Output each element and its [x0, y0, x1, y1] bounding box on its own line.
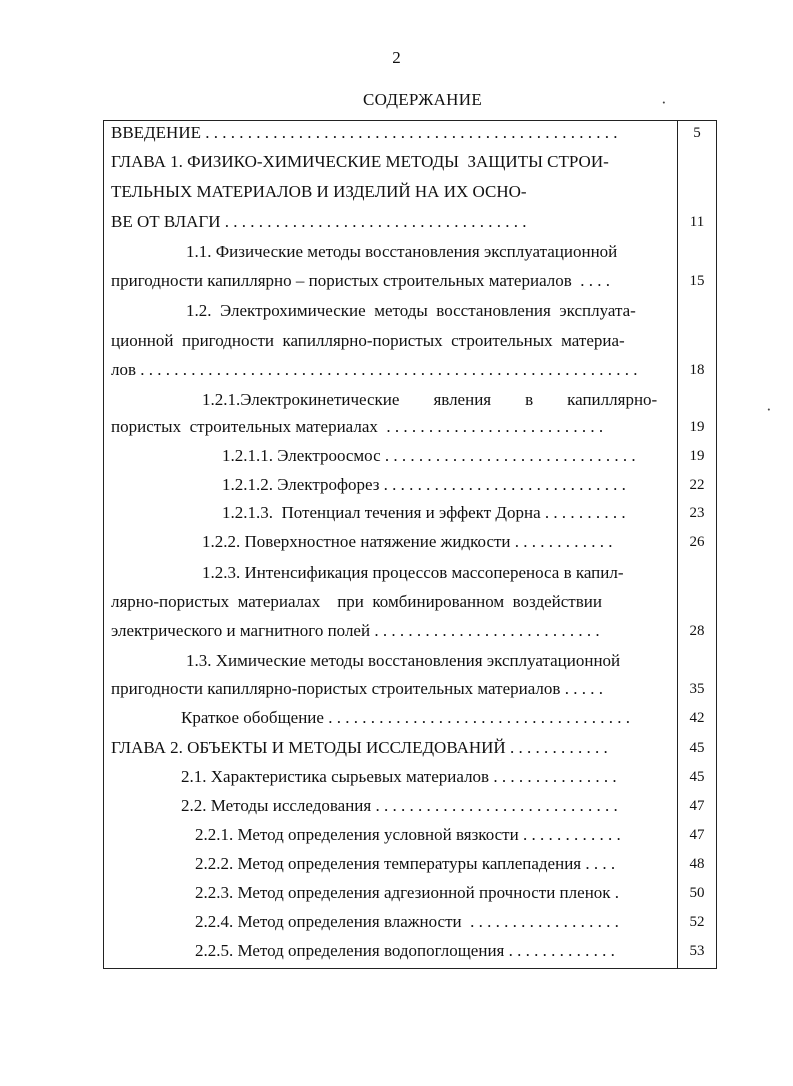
toc-page-number: 5 [693, 125, 701, 141]
toc-title: СОДЕРЖАНИЕ [362, 90, 483, 109]
toc-entry-line: 2.2.4. Метод определения влажности . . . . . . . . . . . . . . . . . . [195, 912, 619, 931]
toc-entry-line: 2.2.1. Метод определения условной вязкости . . . . . . . . . . . . [195, 825, 621, 844]
toc-entry-line: 1.2.3. Интенсификация процессов массопереноса в капил- [202, 563, 624, 582]
toc-page-number: 23 [689, 505, 705, 521]
toc-entry-line: Краткое обобщение . . . . . . . . . . . . . . . . . . . . . . . . . . . . . . . . . . . . [181, 708, 630, 727]
scan-speck: · [766, 400, 772, 419]
toc-entry-line: 1.1. Физические методы восстановления эксплуатационной [186, 242, 618, 261]
toc-entry-line: ВЕ ОТ ВЛАГИ . . . . . . . . . . . . . . . . . . . . . . . . . . . . . . . . . . . . [111, 212, 527, 231]
toc-page-number: 26 [689, 534, 705, 550]
toc-entry-line: 1.3. Химические методы восстановления эксплуатационной [186, 651, 621, 670]
toc-entry-line: 1.2.1.Электрокинетические явления в капиллярно- [202, 390, 658, 409]
toc-entry-line: ВВЕДЕНИЕ . . . . . . . . . . . . . . . . . . . . . . . . . . . . . . . . . . . . . . . . . . . . . . . . . [111, 123, 618, 142]
toc-page-number: 18 [689, 362, 705, 378]
scan-speck: · [661, 93, 667, 112]
toc-entry-line: ТЕЛЬНЫХ МАТЕРИАЛОВ И ИЗДЕЛИЙ НА ИХ ОСНО- [111, 182, 527, 201]
toc-entry-line: 1.2.1.3. Потенциал течения и эффект Дорна . . . . . . . . . . [222, 503, 626, 522]
toc-entry-line: 2.1. Характеристика сырьевых материалов . . . . . . . . . . . . . . . [181, 767, 617, 786]
toc-page-number: 45 [689, 769, 705, 785]
toc-entry-line: пригодности капиллярно – пористых строительных материалов . . . . [111, 271, 611, 290]
toc-entry-line: пригодности капиллярно-пористых строительных материалов . . . . . [111, 679, 603, 698]
toc-page-number: 35 [689, 681, 705, 697]
toc-page-number: 52 [689, 914, 705, 930]
toc-entry-line: ГЛАВА 2. ОБЪЕКТЫ И МЕТОДЫ ИССЛЕДОВАНИЙ . . . . . . . . . . . . [111, 738, 608, 757]
toc-page-number: 28 [689, 623, 705, 639]
toc-page-number: 19 [689, 448, 705, 464]
toc-page-number: 19 [689, 419, 705, 435]
toc-page-number: 11 [689, 214, 705, 230]
toc-entry-line: 2.2.2. Метод определения температуры каплепадения . . . . [195, 854, 616, 873]
toc-entry-line: лярно-пористых материалах при комбинированном воздействии [111, 592, 602, 611]
toc-entry-line: 1.2.1.2. Электрофорез . . . . . . . . . . . . . . . . . . . . . . . . . . . . . [222, 475, 626, 494]
toc-page-number: 48 [689, 856, 705, 872]
toc-entry-line: пористых строительных материалах . . . . . . . . . . . . . . . . . . . . . . . . . . [111, 417, 604, 436]
toc-entry-line: 1.2.2. Поверхностное натяжение жидкости . . . . . . . . . . . . [202, 532, 613, 551]
toc-entry-line: электрического и магнитного полей . . . . . . . . . . . . . . . . . . . . . . . . . . . [111, 621, 600, 640]
toc-entry-line: ционной пригодности капиллярно-пористых строительных материа- [111, 331, 625, 350]
toc-page-number: 53 [689, 943, 705, 959]
toc-page-number: 47 [689, 827, 705, 843]
toc-entry-line: 2.2.5. Метод определения водопоглощения . . . . . . . . . . . . . [195, 941, 615, 960]
toc-entry-line: ГЛАВА 1. ФИЗИКО-ХИМИЧЕСКИЕ МЕТОДЫ ЗАЩИТЫ СТРОИ- [111, 152, 609, 171]
toc-entry-line: 1.2. Электрохимические методы восстановления эксплуата- [186, 301, 636, 320]
toc-entry-line: 1.2.1.1. Электроосмос . . . . . . . . . . . . . . . . . . . . . . . . . . . . . . [222, 446, 636, 465]
toc-page-number: 22 [689, 477, 705, 493]
toc-entry-line: 2.2. Методы исследования . . . . . . . . . . . . . . . . . . . . . . . . . . . . . [181, 796, 618, 815]
page-number: 2 [392, 48, 401, 67]
toc-page-number: 42 [689, 710, 705, 726]
toc-entry-line: 2.2.3. Метод определения адгезионной прочности пленок . [195, 883, 620, 902]
toc-page-number: 50 [689, 885, 705, 901]
toc-page-number: 15 [689, 273, 705, 289]
toc-entry-line: лов . . . . . . . . . . . . . . . . . . . . . . . . . . . . . . . . . . . . . . . . . . . . . . . . . . . . . . . . . . . [111, 360, 638, 379]
toc-page-number: 47 [689, 798, 705, 814]
toc-table [103, 120, 717, 969]
toc-page-number: 45 [689, 740, 705, 756]
